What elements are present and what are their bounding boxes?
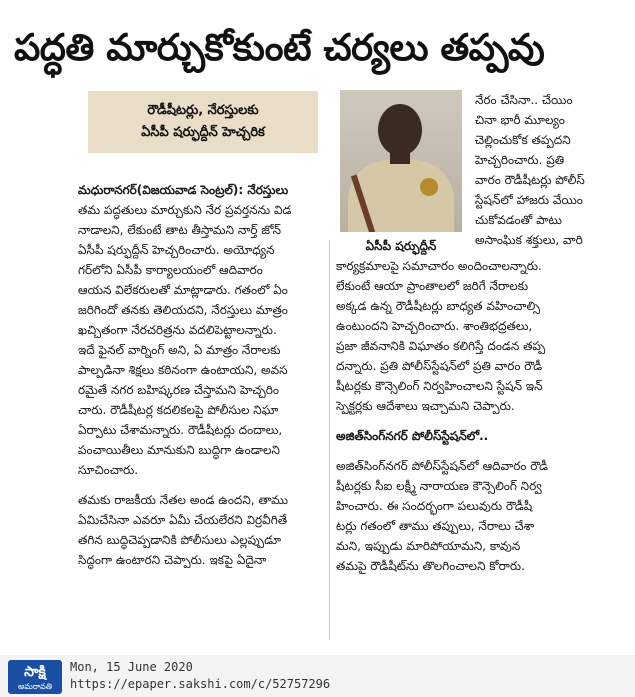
text-line: వారం రౌడీషీటర్లు పోలీస్ (475, 173, 585, 187)
text-line: కార్యక్రమాలపై సమాచారం అందించాలన్నారు. (336, 259, 542, 273)
text-line: హెచ్చరించారు. ప్రతి (475, 153, 565, 167)
text-line: నేరం చేసినా.. చేయిం (475, 93, 573, 107)
text-line: పాల్పడినా శిక్షలు కఠినంగా ఉంటాయని, అవస (78, 363, 288, 377)
text-line: తమకు రాజకీయ నేతల అండ ఉందని, తాము (78, 493, 289, 507)
subheadline-box (88, 91, 318, 153)
text-line: చుకోవడంతో పాటు (475, 213, 562, 227)
head-shape (378, 104, 422, 156)
text-line: ఇదే ఫైనల్ వార్నింగ్ అని, ఏ మాత్రం నేరాలకు (78, 343, 281, 357)
text-line: గర్‌లోని ఏసీపీ కార్యాలయంలో ఆదివారం (78, 263, 263, 277)
publication-date: Mon, 15 June 2020 (70, 660, 193, 674)
column-divider (329, 240, 330, 640)
photo-caption: ఏసీపీ షర్ఫుద్దీన్ (365, 239, 437, 253)
logo-text: సాక్షి (24, 664, 46, 680)
logo-subtext: అమరావతి (17, 682, 53, 691)
text-line: షీటర్లకు సీఐ లక్ష్మీ నారాయణ కౌన్సెలింగ్ నిర్వ (336, 479, 542, 493)
text-line: ఉంటుందని హెచ్చరించారు. శాంతిభద్రతలు, (336, 319, 533, 333)
text-line: పంచాయితీలు మానుకుని బుద్ధిగా ఉండాలని (78, 443, 280, 457)
text-line: అసాంఘిక శక్తులు, వారి (475, 233, 583, 247)
text-line: జరిగిందో తనకు తెలియదని, నేరస్తులు మాత్రం (78, 303, 288, 317)
text-line: నాడాలని, లేకుంటే తాట తీస్తామని నార్త్ జోన్ (78, 223, 282, 237)
text-line: ఆయన విలేకరులతో మాట్లాడారు. గతంలో ఏం (78, 283, 288, 297)
acp-photo (340, 90, 462, 232)
subheadline-line-1: రౌడీషీటర్లు, నేరస్తులకు (147, 103, 259, 118)
text-line: ఏమిచేసినా ఎవరూ ఏమీ చేయలేరని విర్రవీగితే (78, 513, 288, 527)
text-line: మధురానగర్(విజయవాడ సెంట్రల్): నేరస్తులు (78, 183, 289, 197)
text-line: చారు. రౌడీషీటర్ల కదలికలపై పోలీసుల నిఘా (78, 403, 279, 417)
text-line: హించారు. ఈ సందర్భంగా పలువురు రౌడీషీ (336, 499, 533, 513)
text-line: ఖచ్చితంగా నేరచరిత్రను వదలిపెట్టాలన్నారు. (78, 323, 277, 337)
text-line: స్టేషన్‌లో హాజరు వేయిం (475, 193, 583, 207)
text-line: షీటర్లకు కౌన్సెలింగ్ నిర్వహించాలని స్టేషన్ ఇన్ (336, 379, 543, 393)
text-line: తమపై రౌడీషీట్‌ను తొలగించాలని కోరారు. (336, 559, 525, 573)
text-line: రమైతే నగర బహిష్కరణ చేస్తామని హెచ్చరిం (78, 383, 279, 397)
text-line: మని, ఇప్పుడు మారిపోయామని, కావున (336, 539, 521, 553)
section-subheading: అజిత్‌సింగ్‌నగర్ పోలీస్‌స్టేషన్‌లో.. (336, 429, 489, 443)
uniform-shape (348, 160, 454, 232)
text-line: స్పెక్టర్లకు ఆదేశాలు ఇచ్చామని చెప్పారు. (336, 399, 515, 413)
subheadline-line-2: ఏసీపీ షర్ఫుద్దీన్ హెచ్చరిక (141, 125, 265, 140)
text-line: ఏర్పాటు చేశామన్నారు. రౌడీషీటర్లు దందాలు, (78, 423, 283, 437)
text-line: తగిన బుద్ధిచెప్పడానికి పోలీసులు ఎల్లప్పుడూ (78, 533, 282, 547)
text-line: లేకుంటే ఆయా ప్రాంతాలలో జరిగే నేరాలకు (336, 279, 529, 293)
text-line: దన్నారు. ప్రతి పోలీస్‌స్టేషన్‌లో ప్రతి వారం రౌడీ (336, 359, 543, 373)
text-line: సిద్ధంగా ఉంటారని చెప్పారు. ఇకపై ఏదైనా (78, 553, 267, 567)
text-line: ప్రజా జీవనానికి విఘాతం కలిగిస్తే దండన తప్ప (336, 339, 546, 353)
police-badge-icon (420, 178, 438, 196)
text-line: అక్కడ ఉన్న రౌడీషీటర్లు బాధ్యత వహించాల్సి (336, 299, 541, 313)
text-line: సూచించారు. (78, 463, 139, 477)
text-line: అజిత్‌సింగ్‌నగర్ పోలీస్‌స్టేషన్‌లో ఆదివారం రౌడీ (336, 459, 549, 473)
text-line: టర్లు గతంలో తాము తప్పులు, నేరాలు చేశా (336, 519, 535, 533)
article-headline: పద్ధతి మార్చుకోకుంటే చర్యలు తప్పవు (14, 26, 545, 69)
text-line: ఏసీపీ షర్ఫుద్దీన్ హెచ్చరించారు. అయోధ్యన (78, 243, 275, 257)
text-line: తమ పద్ధతులు మార్చుకుని నేర ప్రవర్తనను విడ (78, 203, 292, 217)
text-line: చెల్లించుకోక తప్పదని (475, 133, 571, 147)
text-line: చినా భారీ మూల్యం (475, 113, 565, 127)
epaper-link[interactable]: https://epaper.sakshi.com/c/52757296 (70, 677, 331, 691)
